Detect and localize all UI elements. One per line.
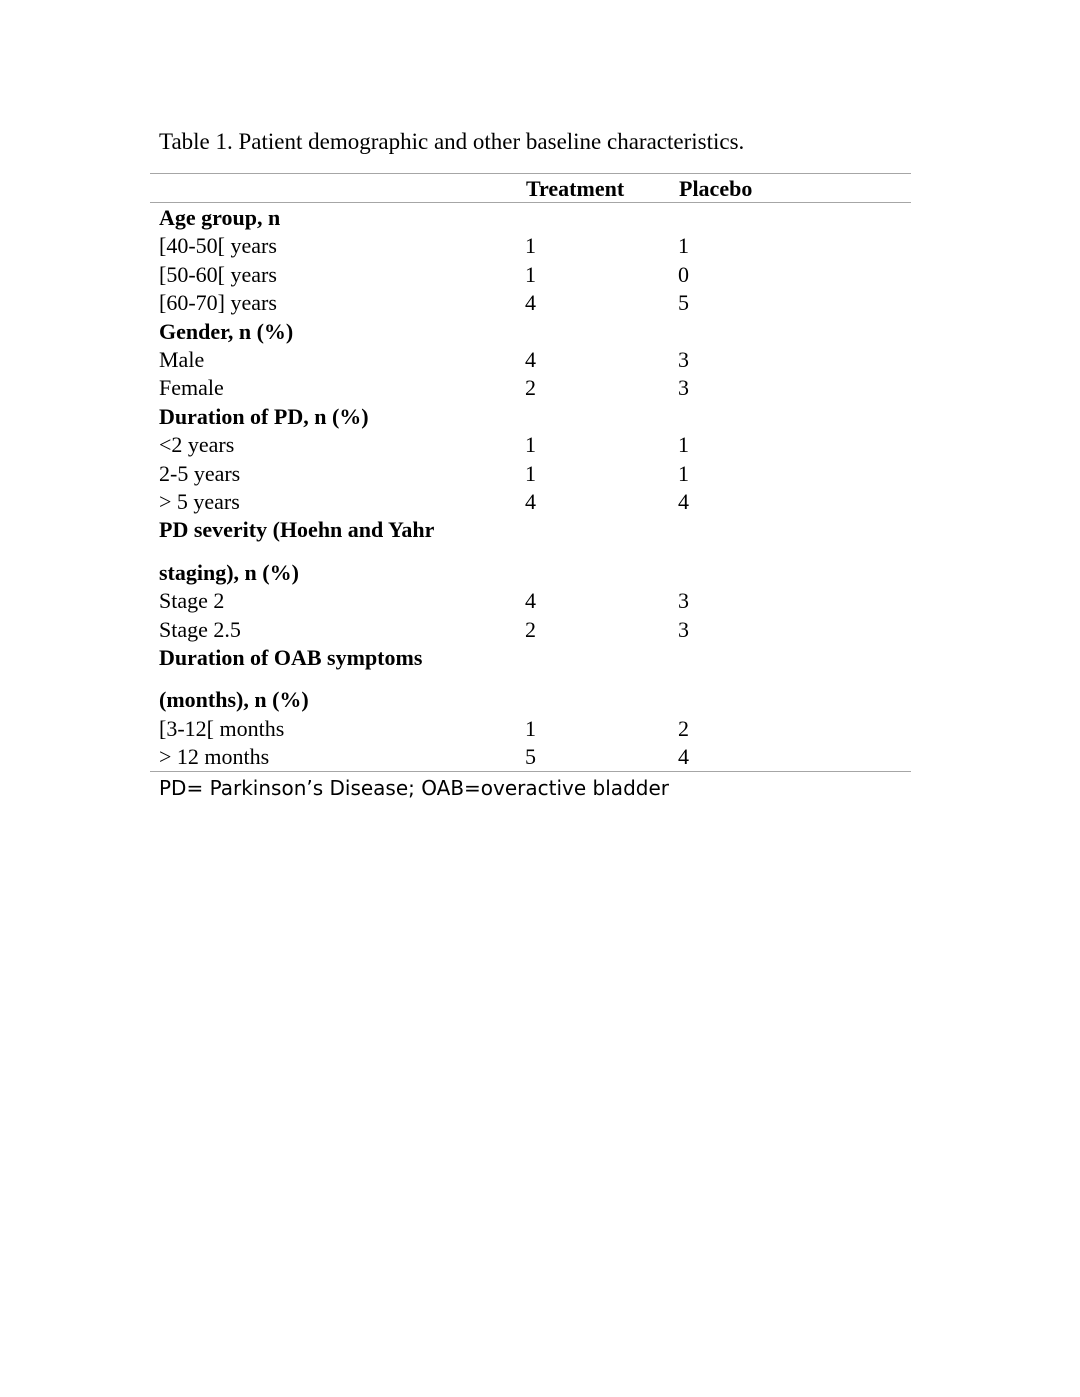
row-label: [3-12[ months [159, 715, 285, 741]
treatment-value: 1 [525, 261, 536, 287]
table-top-rule [150, 173, 911, 174]
section-label: (months), n (%) [159, 687, 309, 713]
placebo-value: 5 [678, 290, 689, 316]
table-row [159, 715, 859, 743]
table-section-row [159, 204, 859, 232]
row-label: [60-70] years [159, 290, 277, 316]
table-section-row [159, 318, 859, 346]
section-label: Duration of OAB symptoms [159, 644, 423, 670]
placebo-value: 4 [678, 488, 689, 514]
placebo-value: 1 [678, 432, 689, 458]
section-label: Duration of PD, n (%) [159, 403, 369, 429]
treatment-value: 2 [525, 375, 536, 401]
row-label: > 5 years [159, 488, 240, 514]
row-label: > 12 months [159, 744, 270, 770]
placebo-value: 2 [678, 715, 689, 741]
table-footnote: PD= Parkinson’s Disease; OAB=overactive bladder [159, 776, 669, 800]
table-row [159, 460, 859, 488]
section-label: PD severity (Hoehn and Yahr [159, 517, 435, 543]
row-label: <2 years [159, 432, 235, 458]
table-row [159, 346, 859, 374]
treatment-value: 1 [525, 233, 536, 259]
column-header-placebo: Placebo [679, 176, 753, 201]
placebo-value: 1 [678, 233, 689, 259]
row-label: Stage 2 [159, 588, 225, 614]
table-row [159, 261, 859, 289]
table-row [159, 289, 859, 317]
table-bottom-rule [150, 771, 911, 772]
placebo-value: 3 [678, 375, 689, 401]
table-caption: Table 1. Patient demographic and other baseline characteristics. [159, 129, 745, 154]
table-row [159, 431, 859, 459]
section-label: staging), n (%) [159, 559, 299, 585]
placebo-value: 0 [678, 261, 689, 287]
table-row [159, 743, 859, 771]
table-header-rule [150, 202, 911, 203]
placebo-value: 3 [678, 588, 689, 614]
table-section-row [159, 644, 859, 687]
table-row [159, 374, 859, 402]
treatment-value: 5 [525, 744, 536, 770]
placebo-value: 3 [678, 616, 689, 642]
table-row [159, 232, 859, 260]
row-label: Stage 2.5 [159, 616, 241, 642]
column-header-treatment: Treatment [526, 176, 625, 201]
row-label: [50-60[ years [159, 261, 277, 287]
table-row [159, 488, 859, 516]
treatment-value: 4 [525, 346, 536, 372]
table-section-row [159, 559, 859, 587]
section-label: Gender, n (%) [159, 318, 294, 344]
section-label: Age group, n [159, 205, 281, 230]
table-row [159, 616, 859, 644]
treatment-value: 4 [525, 588, 536, 614]
table-section-row [159, 516, 859, 559]
table-section-row [159, 686, 859, 714]
table-section-row [159, 403, 859, 431]
table-body [159, 204, 859, 772]
table-row [159, 587, 859, 615]
treatment-value: 4 [525, 290, 536, 316]
row-label: 2-5 years [159, 460, 241, 486]
row-label: Male [159, 346, 205, 372]
treatment-value: 2 [525, 616, 536, 642]
row-label: [40-50[ years [159, 233, 277, 259]
placebo-value: 3 [678, 346, 689, 372]
treatment-value: 1 [525, 460, 536, 486]
placebo-value: 1 [678, 460, 689, 486]
treatment-value: 4 [525, 488, 536, 514]
treatment-value: 1 [525, 715, 536, 741]
treatment-value: 1 [525, 432, 536, 458]
placebo-value: 4 [678, 744, 689, 770]
row-label: Female [159, 375, 224, 401]
